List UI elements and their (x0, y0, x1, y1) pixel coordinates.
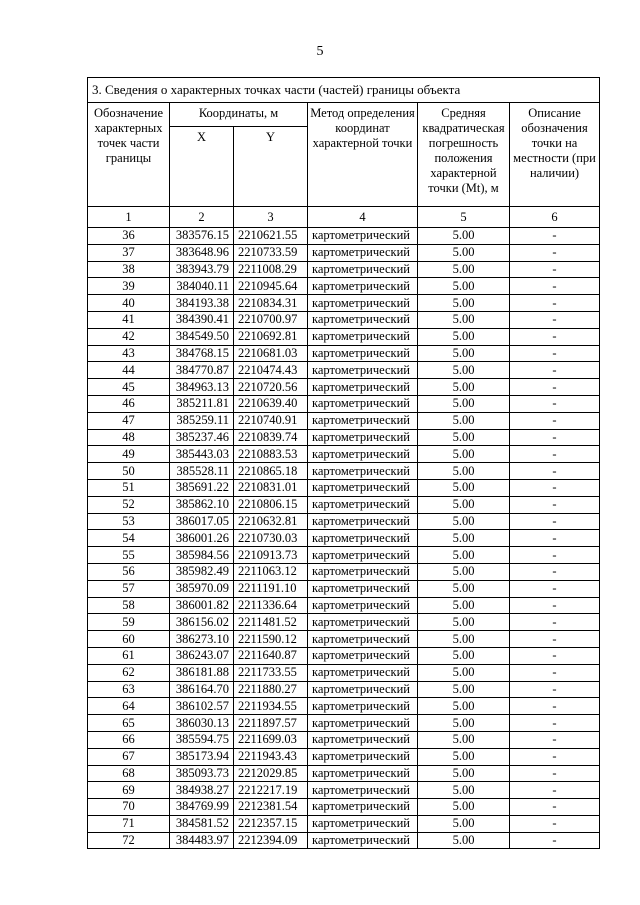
error-cell: 5.00 (418, 547, 510, 564)
table-row (88, 832, 600, 849)
error-cell: 5.00 (418, 295, 510, 312)
description-cell: - (510, 547, 600, 564)
description-cell: - (510, 815, 600, 832)
y-coordinate-cell: 2210692.81 (234, 328, 308, 345)
header-point-designation: Обозначение характерных точек части границы (88, 103, 170, 207)
y-coordinate-cell: 2210681.03 (234, 345, 308, 362)
x-coordinate-cell: 384938.27 (170, 782, 234, 799)
method-cell: картометрический (308, 446, 418, 463)
column-number: 2 (170, 207, 234, 228)
point-number-cell: 42 (88, 328, 170, 345)
error-cell: 5.00 (418, 244, 510, 261)
method-cell: картометрический (308, 647, 418, 664)
error-cell: 5.00 (418, 815, 510, 832)
error-cell: 5.00 (418, 647, 510, 664)
y-coordinate-cell: 2211640.87 (234, 647, 308, 664)
error-cell: 5.00 (418, 832, 510, 849)
x-coordinate-cell: 385970.09 (170, 580, 234, 597)
x-coordinate-cell: 385173.94 (170, 748, 234, 765)
method-cell: картометрический (308, 379, 418, 396)
description-cell: - (510, 832, 600, 849)
x-coordinate-cell: 384963.13 (170, 379, 234, 396)
error-cell: 5.00 (418, 698, 510, 715)
y-coordinate-cell: 2211880.27 (234, 681, 308, 698)
x-coordinate-cell: 386001.26 (170, 530, 234, 547)
description-cell: - (510, 731, 600, 748)
method-cell: картометрический (308, 547, 418, 564)
point-number-cell: 66 (88, 731, 170, 748)
table-row (88, 261, 600, 278)
description-cell: - (510, 496, 600, 513)
x-coordinate-cell: 385691.22 (170, 479, 234, 496)
page-number: 5 (316, 44, 324, 59)
method-cell: картометрический (308, 530, 418, 547)
x-coordinate-cell: 384581.52 (170, 815, 234, 832)
error-cell: 5.00 (418, 765, 510, 782)
table-row (88, 328, 600, 345)
description-cell: - (510, 597, 600, 614)
table-row (88, 698, 600, 715)
point-number-cell: 63 (88, 681, 170, 698)
method-cell: картометрический (308, 782, 418, 799)
point-number-cell: 72 (88, 832, 170, 849)
method-cell: картометрический (308, 311, 418, 328)
point-number-cell: 39 (88, 278, 170, 295)
error-cell: 5.00 (418, 228, 510, 245)
point-number-cell: 36 (88, 228, 170, 245)
description-cell: - (510, 345, 600, 362)
table-row (88, 631, 600, 648)
header-coordinates: Координаты, м (170, 103, 308, 127)
header-description: Описание обозначения точки на местности (при наличии) (510, 103, 600, 207)
x-coordinate-cell: 384193.38 (170, 295, 234, 312)
method-cell: картометрический (308, 228, 418, 245)
x-coordinate-cell: 385528.11 (170, 463, 234, 480)
table-row (88, 228, 600, 245)
table-row (88, 681, 600, 698)
method-cell: картометрический (308, 328, 418, 345)
point-number-cell: 49 (88, 446, 170, 463)
description-cell: - (510, 563, 600, 580)
point-number-cell: 65 (88, 715, 170, 732)
error-cell: 5.00 (418, 429, 510, 446)
point-number-cell: 50 (88, 463, 170, 480)
x-coordinate-cell: 385862.10 (170, 496, 234, 513)
description-cell: - (510, 765, 600, 782)
x-coordinate-cell: 386156.02 (170, 614, 234, 631)
x-coordinate-cell: 386181.88 (170, 664, 234, 681)
description-cell: - (510, 278, 600, 295)
x-coordinate-cell: 385984.56 (170, 547, 234, 564)
error-cell: 5.00 (418, 530, 510, 547)
description-cell: - (510, 429, 600, 446)
error-cell: 5.00 (418, 496, 510, 513)
y-coordinate-cell: 2210730.03 (234, 530, 308, 547)
y-coordinate-cell: 2210865.18 (234, 463, 308, 480)
y-coordinate-cell: 2210945.64 (234, 278, 308, 295)
y-coordinate-cell: 2210733.59 (234, 244, 308, 261)
table-row (88, 278, 600, 295)
y-coordinate-cell: 2212029.85 (234, 765, 308, 782)
description-cell: - (510, 328, 600, 345)
y-coordinate-cell: 2211481.52 (234, 614, 308, 631)
point-number-cell: 56 (88, 563, 170, 580)
point-number-cell: 41 (88, 311, 170, 328)
description-cell: - (510, 799, 600, 816)
description-cell: - (510, 228, 600, 245)
description-cell: - (510, 244, 600, 261)
point-number-cell: 40 (88, 295, 170, 312)
method-cell: картометрический (308, 345, 418, 362)
point-number-cell: 38 (88, 261, 170, 278)
method-cell: картометрический (308, 412, 418, 429)
x-coordinate-cell: 385259.11 (170, 412, 234, 429)
y-coordinate-cell: 2212357.15 (234, 815, 308, 832)
x-coordinate-cell: 386030.13 (170, 715, 234, 732)
description-cell: - (510, 698, 600, 715)
y-coordinate-cell: 2211590.12 (234, 631, 308, 648)
error-cell: 5.00 (418, 311, 510, 328)
method-cell: картометрический (308, 278, 418, 295)
point-number-cell: 62 (88, 664, 170, 681)
description-cell: - (510, 479, 600, 496)
point-number-cell: 51 (88, 479, 170, 496)
x-coordinate-cell: 385594.75 (170, 731, 234, 748)
point-number-cell: 53 (88, 513, 170, 530)
error-cell: 5.00 (418, 362, 510, 379)
error-cell: 5.00 (418, 278, 510, 295)
method-cell: картометрический (308, 815, 418, 832)
header-error: Средняя квадратическая погрешность положения характерной точки (Mt), м (418, 103, 510, 207)
y-coordinate-cell: 2210740.91 (234, 412, 308, 429)
method-cell: картометрический (308, 479, 418, 496)
point-number-cell: 67 (88, 748, 170, 765)
point-number-cell: 44 (88, 362, 170, 379)
error-cell: 5.00 (418, 614, 510, 631)
x-coordinate-cell: 384768.15 (170, 345, 234, 362)
description-cell: - (510, 647, 600, 664)
error-cell: 5.00 (418, 395, 510, 412)
x-coordinate-cell: 386102.57 (170, 698, 234, 715)
error-cell: 5.00 (418, 597, 510, 614)
description-cell: - (510, 362, 600, 379)
error-cell: 5.00 (418, 731, 510, 748)
description-cell: - (510, 530, 600, 547)
table-row (88, 580, 600, 597)
x-coordinate-cell: 383943.79 (170, 261, 234, 278)
table-row (88, 379, 600, 396)
description-cell: - (510, 261, 600, 278)
description-cell: - (510, 715, 600, 732)
table-row (88, 446, 600, 463)
x-coordinate-cell: 385982.49 (170, 563, 234, 580)
x-coordinate-cell: 384483.97 (170, 832, 234, 849)
point-number-cell: 69 (88, 782, 170, 799)
x-coordinate-cell: 386164.70 (170, 681, 234, 698)
y-coordinate-cell: 2210621.55 (234, 228, 308, 245)
table-row (88, 664, 600, 681)
x-coordinate-cell: 385093.73 (170, 765, 234, 782)
x-coordinate-cell: 385237.46 (170, 429, 234, 446)
header-method: Метод определения координат характерной точки (308, 103, 418, 207)
error-cell: 5.00 (418, 328, 510, 345)
method-cell: картометрический (308, 765, 418, 782)
error-cell: 5.00 (418, 261, 510, 278)
method-cell: картометрический (308, 295, 418, 312)
table-row (88, 429, 600, 446)
table-row (88, 715, 600, 732)
description-cell: - (510, 614, 600, 631)
point-number-cell: 52 (88, 496, 170, 513)
method-cell: картометрический (308, 496, 418, 513)
x-coordinate-cell: 385211.81 (170, 395, 234, 412)
description-cell: - (510, 664, 600, 681)
error-cell: 5.00 (418, 513, 510, 530)
point-number-cell: 37 (88, 244, 170, 261)
x-coordinate-cell: 384040.11 (170, 278, 234, 295)
y-coordinate-cell: 2212394.09 (234, 832, 308, 849)
point-number-cell: 57 (88, 580, 170, 597)
point-number-cell: 68 (88, 765, 170, 782)
x-coordinate-cell: 383576.15 (170, 228, 234, 245)
table-row (88, 748, 600, 765)
error-cell: 5.00 (418, 412, 510, 429)
point-number-cell: 48 (88, 429, 170, 446)
y-coordinate-cell: 2210639.40 (234, 395, 308, 412)
point-number-cell: 45 (88, 379, 170, 396)
y-coordinate-cell: 2212381.54 (234, 799, 308, 816)
point-number-cell: 55 (88, 547, 170, 564)
point-number-cell: 71 (88, 815, 170, 832)
column-number: 1 (88, 207, 170, 228)
method-cell: картометрический (308, 698, 418, 715)
y-coordinate-cell: 2211897.57 (234, 715, 308, 732)
table-row (88, 311, 600, 328)
table-row (88, 362, 600, 379)
table-row (88, 244, 600, 261)
table-row (88, 513, 600, 530)
method-cell: картометрический (308, 362, 418, 379)
table-row (88, 782, 600, 799)
table-row (88, 395, 600, 412)
x-coordinate-cell: 386273.10 (170, 631, 234, 648)
table-row (88, 479, 600, 496)
error-cell: 5.00 (418, 379, 510, 396)
description-cell: - (510, 513, 600, 530)
description-cell: - (510, 681, 600, 698)
description-cell: - (510, 782, 600, 799)
description-cell: - (510, 412, 600, 429)
error-cell: 5.00 (418, 799, 510, 816)
error-cell: 5.00 (418, 715, 510, 732)
description-cell: - (510, 311, 600, 328)
method-cell: картометрический (308, 580, 418, 597)
error-cell: 5.00 (418, 664, 510, 681)
x-coordinate-cell: 384770.87 (170, 362, 234, 379)
point-number-cell: 60 (88, 631, 170, 648)
section-title: 3. Сведения о характерных точках части (частей) границы объекта (88, 78, 600, 103)
y-coordinate-cell: 2210806.15 (234, 496, 308, 513)
description-cell: - (510, 580, 600, 597)
method-cell: картометрический (308, 395, 418, 412)
table-row (88, 647, 600, 664)
method-cell: картометрический (308, 563, 418, 580)
y-coordinate-cell: 2211934.55 (234, 698, 308, 715)
column-number: 4 (308, 207, 418, 228)
table-row (88, 463, 600, 480)
table-row (88, 731, 600, 748)
point-number-cell: 46 (88, 395, 170, 412)
x-coordinate-cell: 384549.50 (170, 328, 234, 345)
point-number-cell: 61 (88, 647, 170, 664)
column-number: 6 (510, 207, 600, 228)
method-cell: картометрический (308, 463, 418, 480)
x-coordinate-cell: 385443.03 (170, 446, 234, 463)
error-cell: 5.00 (418, 479, 510, 496)
error-cell: 5.00 (418, 563, 510, 580)
y-coordinate-cell: 2211191.10 (234, 580, 308, 597)
point-number-cell: 58 (88, 597, 170, 614)
y-coordinate-cell: 2210720.56 (234, 379, 308, 396)
y-coordinate-cell: 2211008.29 (234, 261, 308, 278)
table-row (88, 597, 600, 614)
point-number-cell: 54 (88, 530, 170, 547)
y-coordinate-cell: 2210834.31 (234, 295, 308, 312)
y-coordinate-cell: 2210913.73 (234, 547, 308, 564)
y-coordinate-cell: 2210831.01 (234, 479, 308, 496)
table-row (88, 345, 600, 362)
table-body (88, 228, 600, 849)
y-coordinate-cell: 2210700.97 (234, 311, 308, 328)
error-cell: 5.00 (418, 631, 510, 648)
method-cell: картометрический (308, 832, 418, 849)
error-cell: 5.00 (418, 345, 510, 362)
description-cell: - (510, 631, 600, 648)
y-coordinate-cell: 2210839.74 (234, 429, 308, 446)
error-cell: 5.00 (418, 782, 510, 799)
column-number-row (88, 207, 600, 228)
header-y: Y (234, 127, 308, 207)
column-number: 5 (418, 207, 510, 228)
y-coordinate-cell: 2210474.43 (234, 362, 308, 379)
method-cell: картометрический (308, 429, 418, 446)
description-cell: - (510, 463, 600, 480)
x-coordinate-cell: 386017.05 (170, 513, 234, 530)
description-cell: - (510, 748, 600, 765)
error-cell: 5.00 (418, 748, 510, 765)
x-coordinate-cell: 386001.82 (170, 597, 234, 614)
error-cell: 5.00 (418, 681, 510, 698)
table-row (88, 530, 600, 547)
method-cell: картометрический (308, 597, 418, 614)
method-cell: картометрический (308, 731, 418, 748)
y-coordinate-cell: 2211336.64 (234, 597, 308, 614)
error-cell: 5.00 (418, 463, 510, 480)
description-cell: - (510, 295, 600, 312)
table-row (88, 563, 600, 580)
x-coordinate-cell: 383648.96 (170, 244, 234, 261)
method-cell: картометрический (308, 244, 418, 261)
description-cell: - (510, 379, 600, 396)
y-coordinate-cell: 2211733.55 (234, 664, 308, 681)
description-cell: - (510, 446, 600, 463)
table-row (88, 815, 600, 832)
y-coordinate-cell: 2210632.81 (234, 513, 308, 530)
x-coordinate-cell: 384390.41 (170, 311, 234, 328)
x-coordinate-cell: 386243.07 (170, 647, 234, 664)
point-number-cell: 59 (88, 614, 170, 631)
table-row (88, 496, 600, 513)
y-coordinate-cell: 2211699.03 (234, 731, 308, 748)
point-number-cell: 70 (88, 799, 170, 816)
table-row (88, 614, 600, 631)
table-row (88, 547, 600, 564)
method-cell: картометрический (308, 261, 418, 278)
y-coordinate-cell: 2210883.53 (234, 446, 308, 463)
y-coordinate-cell: 2211943.43 (234, 748, 308, 765)
point-number-cell: 43 (88, 345, 170, 362)
table-row (88, 412, 600, 429)
table-row (88, 295, 600, 312)
method-cell: картометрический (308, 681, 418, 698)
method-cell: картометрический (308, 748, 418, 765)
method-cell: картометрический (308, 715, 418, 732)
method-cell: картометрический (308, 631, 418, 648)
error-cell: 5.00 (418, 446, 510, 463)
method-cell: картометрический (308, 664, 418, 681)
y-coordinate-cell: 2211063.12 (234, 563, 308, 580)
boundary-points-table (87, 77, 600, 849)
header-x: X (170, 127, 234, 207)
column-number: 3 (234, 207, 308, 228)
method-cell: картометрический (308, 799, 418, 816)
point-number-cell: 64 (88, 698, 170, 715)
method-cell: картометрический (308, 513, 418, 530)
y-coordinate-cell: 2212217.19 (234, 782, 308, 799)
method-cell: картометрический (308, 614, 418, 631)
x-coordinate-cell: 384769.99 (170, 799, 234, 816)
table-row (88, 799, 600, 816)
table-row (88, 765, 600, 782)
point-number-cell: 47 (88, 412, 170, 429)
error-cell: 5.00 (418, 580, 510, 597)
description-cell: - (510, 395, 600, 412)
